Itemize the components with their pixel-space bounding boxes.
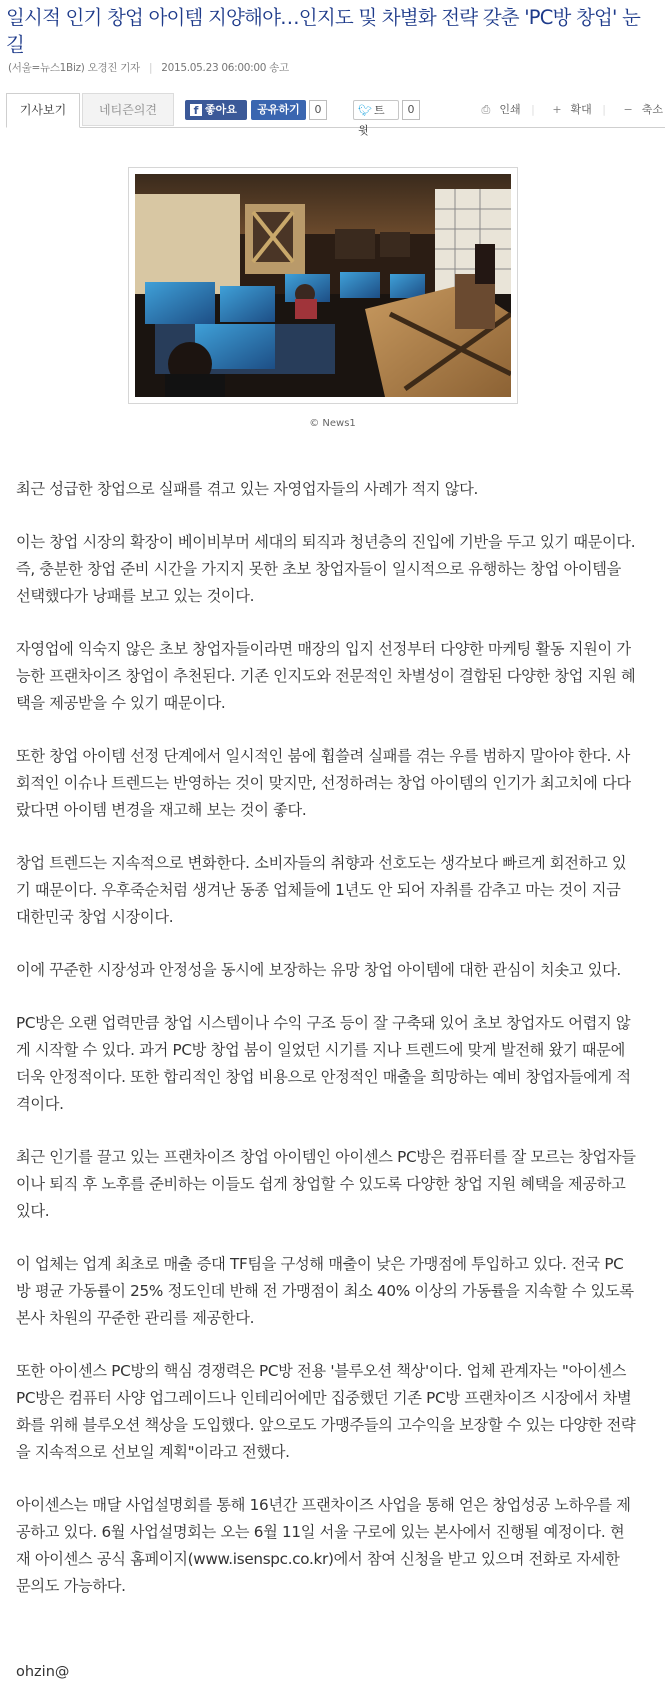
article-tools [468,101,663,117]
plus-icon: + [552,103,562,116]
tweet-button[interactable] [353,100,399,137]
article-paragraph: 이 업체는 업계 최초로 매출 증대 TF팀을 구성해 매출이 낮은 가맹점에 투입하고 있다. 전국 PC방 평균 가동률이 25% 정도인데 반해 전 가맹점이 최소 40% 이상의 가동률을 지속할 수 있도록 본사 차원의 꾸준한 관리를 제공한다. [16,1255,634,1327]
tab-comments[interactable]: 네티즌의견 [82,93,174,126]
article-paragraph: 아이센스는 매달 사업설명회를 통해 16년간 프랜차이즈 사업을 통해 얻은 창업성공 노하우를 제공하고 있다. 6월 사업설명회는 오는 6월 11일 서울 구로에 있는 본사에서 진행될 예정이다. 현재 아이센스 공식 홈페이지(www.isenspc.co.kr)에서 참여 신청을 받고 있으며 전화로 자세한 문의도 가능하다. [16,1496,631,1595]
article-body [16,476,636,1626]
article-photo [128,167,518,404]
article-paragraph: 또한 창업 아이템 선정 단계에서 일시적인 붐에 휩쓸려 실패를 겪는 우를 범하지 말아야 한다. 사회적인 이슈나 트렌드는 반영하는 것이 맞지만, 선정하려는 창업 아이템의 인기가 최고치에 다다랐다면 아이템 변경을 재고해 보는 것이 좋다. [16,747,631,819]
article-reporter[interactable]: 오경진 기자 [87,62,140,74]
article-paragraph: 최근 성급한 창업으로 실패를 겪고 있는 자영업자들의 사례가 적지 않다. [16,480,479,498]
article-meta [8,60,289,75]
share-count: 0 [309,100,327,120]
zoom-out-button[interactable] [617,103,663,116]
facebook-like-label: 좋아요 [205,103,237,116]
facebook-f-icon: f [190,104,202,116]
article-paragraph: 이에 꾸준한 시장성과 안정성을 동시에 보장하는 유망 창업 아이템에 대한 관심이 치솟고 있다. [16,961,621,979]
zoom-in-label: 확대 [570,103,592,116]
pc-room-photo [135,174,511,397]
tools-divider: | [531,103,535,116]
printer-icon: ⎙ [481,103,491,116]
article-paragraph: 창업 트렌드는 지속적으로 변화한다. 소비자들의 취향과 선호도는 생각보다 빠르게 회전하고 있기 때문이다. 우후죽순처럼 생겨난 동종 업체들에 1년도 안 되어 자취를 감추고 마는 것이 지금 대한민국 창업 시장이다. [16,854,627,926]
zoom-out-label: 축소 [641,103,663,116]
article-paragraph: 자영업에 익숙지 않은 초보 창업자들이라면 매장의 입지 선정부터 다양한 마케팅 활동 지원이 가능한 프랜차이즈 창업이 추천된다. 기존 인지도와 전문적인 차별성이 결합된 다양한 창업 지원 혜택을 제공받을 수 있기 때문이다. [16,640,636,712]
print-button[interactable] [475,103,521,116]
tab-article[interactable]: 기사보기 [6,93,80,128]
article-toolbar [6,93,665,137]
article-source: (서울=뉴스1Biz) [8,62,85,74]
article-paragraph: 이는 창업 시장의 확장이 베이비부머 세대의 퇴직과 청년층의 진입에 기반을 두고 있기 때문이다. 즉, 충분한 창업 준비 시간을 가지지 못한 초보 창업자들이 일시적으로 유행하는 창업 아이템을 선택했다가 낭패를 보고 있는 것이다. [16,533,636,605]
meta-divider: | [148,62,153,74]
article-paragraph: 최근 인기를 끌고 있는 프랜차이즈 창업 아이템인 아이센스 PC방은 컴퓨터를 잘 모르는 창업자들이나 퇴직 후 노후를 준비하는 이들도 쉽게 창업할 수 있도록 다양한 창업 지원 혜택을 제공하고 있다. [16,1148,636,1220]
facebook-like-button[interactable] [185,100,247,120]
article-title: 일시적 인기 창업 아이템 지양해야…인지도 및 차별화 전략 갖춘 'PC방 창업' 눈길 [6,6,641,56]
facebook-share-button[interactable]: 공유하기 [251,100,306,120]
tweet-label: 트윗 [358,104,385,137]
photo-caption: © News1 [309,418,356,429]
zoom-in-button[interactable] [545,103,591,116]
reporter-signature: ohzin@ [16,1664,70,1680]
article-paragraph: 또한 아이센스 PC방의 핵심 경쟁력은 PC방 전용 '블루오션 책상'이다. 업체 관계자는 "아이센스 PC방은 컴퓨터 사양 업그레이드나 인테리어에만 집중했던 기존 PC방 프랜차이즈 시장에서 차별화를 위해 블루오션 책상을 도입했다. 앞으로도 가맹주들의 고수익을 보장할 수 있는 다양한 전략을 지속적으로 선보일 계획"이라고 전했다. [16,1362,636,1461]
article-paragraph: PC방은 오랜 업력만큼 창업 시스템이나 수익 구조 등이 잘 구축돼 있어 초보 창업자도 어렵지 않게 시작할 수 있다. 과거 PC방 창업 붐이 일었던 시기를 지나 트렌드에 맞게 발전해 왔기 때문에 더욱 안정적이다. 또한 합리적인 창업 비용으로 안정적인 매출을 희망하는 예비 창업자들에게 적격이다. [16,1014,631,1113]
print-label: 인쇄 [499,103,521,116]
article-datetime: 2015.05.23 06:00:00 송고 [161,62,289,74]
twitter-bird-icon: 🐦︎ [358,104,372,117]
minus-icon: − [623,103,633,116]
tweet-count: 0 [402,100,420,120]
tools-divider: | [602,103,607,116]
